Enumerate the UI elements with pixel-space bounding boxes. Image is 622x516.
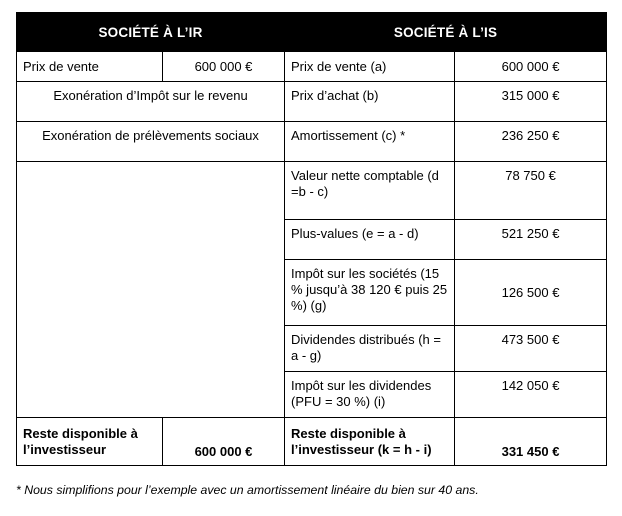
table-row [17, 52, 607, 82]
is-reste-value: 331 450 € [455, 418, 607, 466]
is-row-value: 78 750 € [455, 162, 607, 220]
ir-reste-label: Reste disponible à l’investisseur [17, 418, 163, 466]
header-is: SOCIÉTÉ À L’IS [285, 13, 607, 52]
is-row-label: Plus-values (e = a - d) [285, 220, 455, 260]
is-row-label: Impôt sur les sociétés (15 % jusqu’à 38 120 € puis 25 %) (g) [285, 260, 455, 326]
is-row-label: Dividendes distribués (h = a - g) [285, 326, 455, 372]
footnote: * Nous simplifions pour l’exemple avec un amortissement linéaire du bien sur 40 ans. [16, 483, 479, 497]
table-row [17, 162, 607, 220]
is-reste-label: Reste disponible à l’investisseur (k = h - i) [285, 418, 455, 466]
comparison-table [16, 12, 607, 466]
comparison-table-container [16, 12, 606, 466]
is-row-label: Prix de vente (a) [285, 52, 455, 82]
ir-prix-vente-value: 600 000 € [163, 52, 285, 82]
ir-exoneration-ps: Exonération de prélèvements sociaux [17, 122, 285, 162]
is-row-value: 521 250 € [455, 220, 607, 260]
table-row [17, 122, 607, 162]
is-row-label: Prix d’achat (b) [285, 82, 455, 122]
table-row [17, 82, 607, 122]
is-row-value: 600 000 € [455, 52, 607, 82]
is-row-label: Valeur nette comptable (d =b - c) [285, 162, 455, 220]
is-row-value: 236 250 € [455, 122, 607, 162]
is-row-label: Impôt sur les dividendes (PFU = 30 %) (i) [285, 372, 455, 418]
is-row-value: 142 050 € [455, 372, 607, 418]
header-ir: SOCIÉTÉ À L’IR [17, 13, 285, 52]
total-row [17, 418, 607, 466]
is-row-value: 315 000 € [455, 82, 607, 122]
ir-prix-vente-label: Prix de vente [17, 52, 163, 82]
is-row-value: 473 500 € [455, 326, 607, 372]
is-row-value: 126 500 € [455, 260, 607, 326]
ir-exoneration-ir: Exonération d’Impôt sur le revenu [17, 82, 285, 122]
ir-empty-cell [17, 162, 285, 418]
header-row [17, 13, 607, 52]
is-row-label: Amortissement (c) * [285, 122, 455, 162]
ir-reste-value: 600 000 € [163, 418, 285, 466]
